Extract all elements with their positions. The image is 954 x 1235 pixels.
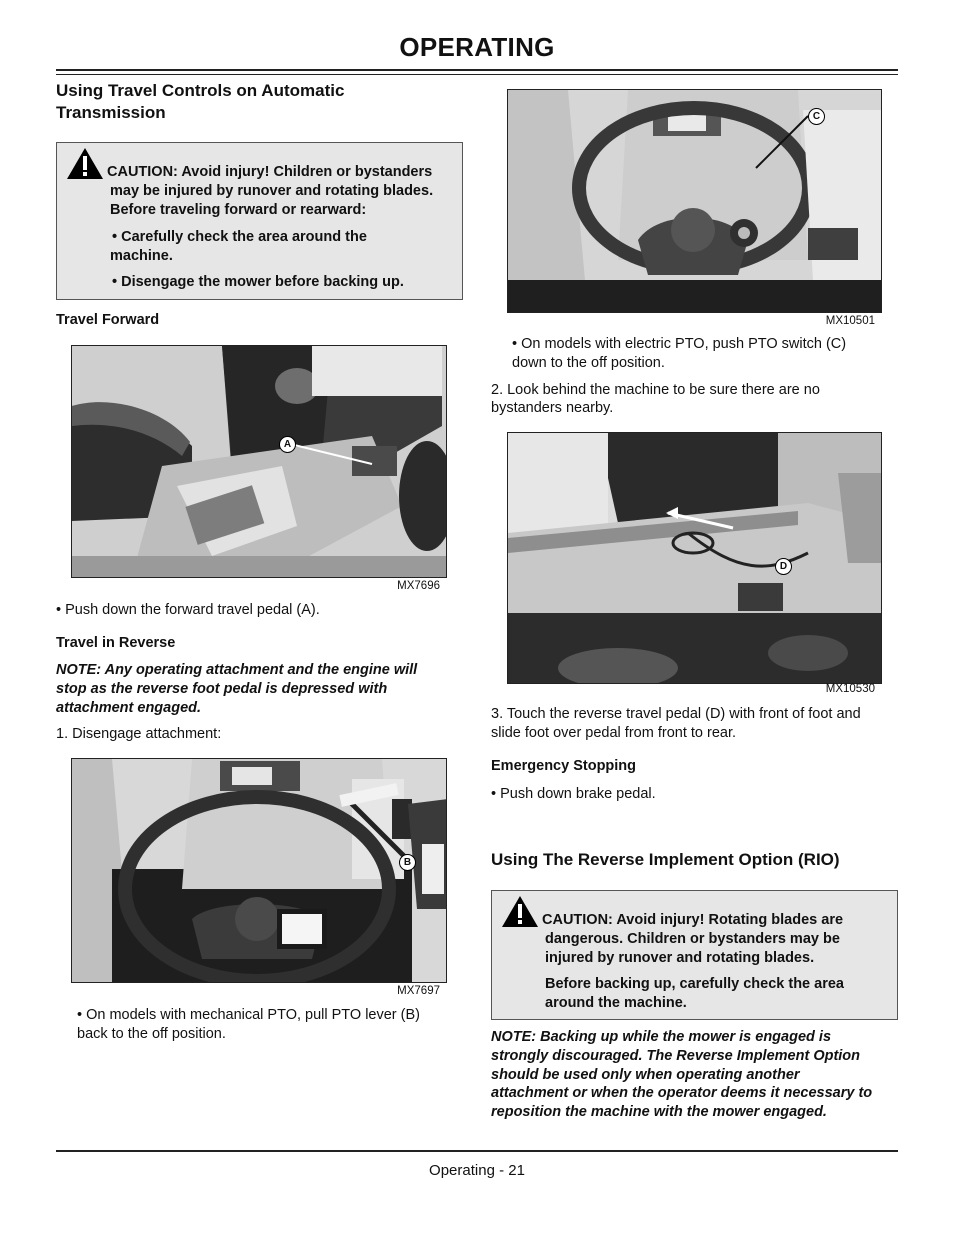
- warning-triangle-icon: [66, 147, 104, 180]
- step-2: 2. Look behind the machine to be sure there are no: [491, 382, 820, 398]
- note-line: attachment or when the operator deems it necessary to: [491, 1085, 873, 1101]
- caution-bullet: • Disengage the mower before backing up.: [112, 274, 404, 290]
- section-title-travel-controls: Using Travel Controls on Automatic Transmission: [56, 81, 345, 122]
- figure-label: MX7696: [397, 580, 440, 592]
- caution-text-line: may be injured by runover and rotating blades.: [110, 183, 434, 199]
- note-line: NOTE: Any operating attachment and the engine will: [56, 662, 418, 678]
- caution-text-line: Before backing up, carefully check the area: [545, 976, 844, 992]
- caution-bullet: • Carefully check the area around the: [112, 229, 367, 245]
- note-line: should be used only when operating another: [491, 1067, 800, 1083]
- callout-c: C: [808, 108, 825, 125]
- heading-travel-forward: Travel Forward: [56, 312, 160, 328]
- callout-b: B: [399, 854, 416, 871]
- heading-travel-reverse: Travel in Reverse: [56, 635, 176, 651]
- note-line: reposition the machine with the mower engaged.: [491, 1104, 827, 1120]
- footer-rule: [56, 1150, 898, 1152]
- note-line: stop as the reverse foot pedal is depressed with: [56, 681, 388, 697]
- step-1: 1. Disengage attachment:: [56, 726, 222, 742]
- bullet-mechanical-pto-cont: back to the off position.: [77, 1026, 226, 1042]
- bullet-brake-pedal: • Push down brake pedal.: [491, 786, 656, 802]
- bullet-mechanical-pto: • On models with mechanical PTO, pull PTO lever (B): [77, 1007, 420, 1023]
- caution-text-line: Before traveling forward or rearward:: [110, 202, 367, 218]
- caution-box-travel: [56, 142, 463, 300]
- header-rule-thin: [56, 74, 898, 75]
- step-3: 3. Touch the reverse travel pedal (D) with front of foot and: [491, 706, 861, 722]
- caution-bullet-cont: machine.: [110, 248, 173, 264]
- bullet-electric-pto-cont: down to the off position.: [512, 355, 665, 371]
- figure-label: MX7697: [397, 985, 440, 997]
- caution-text-line: CAUTION: Avoid injury! Children or bystanders: [107, 164, 433, 180]
- photo-reverse-pedal: [507, 432, 882, 684]
- callout-a: A: [279, 436, 296, 453]
- caution-text-line: dangerous. Children or bystanders may be: [545, 931, 840, 947]
- photo-forward-pedal: [71, 345, 447, 578]
- note-line: strongly discouraged. The Reverse Implement Option: [491, 1048, 861, 1064]
- note-line: attachment engaged.: [56, 700, 202, 716]
- photo-pto-switch: [507, 89, 882, 313]
- step-3-cont: slide foot over pedal from front to rear.: [491, 725, 737, 741]
- bullet-forward-pedal: • Push down the forward travel pedal (A).: [56, 602, 320, 618]
- caution-box-rio: [491, 890, 898, 1020]
- step-2-cont: bystanders nearby.: [491, 400, 614, 416]
- caution-text-line: around the machine.: [545, 995, 687, 1011]
- figure-label: MX10501: [825, 315, 875, 327]
- warning-triangle-icon: [501, 895, 539, 928]
- section-title-rio: Using The Reverse Implement Option (RIO): [491, 850, 840, 869]
- note-line: NOTE: Backing up while the mower is engaged is: [491, 1029, 832, 1045]
- caution-text-line: injured by runover and rotating blades.: [545, 950, 815, 966]
- header-rule: [56, 69, 898, 71]
- figure-label: MX10530: [825, 683, 875, 695]
- bullet-electric-pto: • On models with electric PTO, push PTO switch (C): [512, 336, 847, 352]
- heading-emergency-stopping: Emergency Stopping: [491, 758, 637, 774]
- page-title: OPERATING: [399, 32, 555, 62]
- photo-pto-lever: [71, 758, 447, 983]
- caution-text-line: CAUTION: Avoid injury! Rotating blades are: [542, 912, 844, 928]
- page-number: Operating - 21: [429, 1162, 525, 1179]
- callout-d: D: [775, 558, 792, 575]
